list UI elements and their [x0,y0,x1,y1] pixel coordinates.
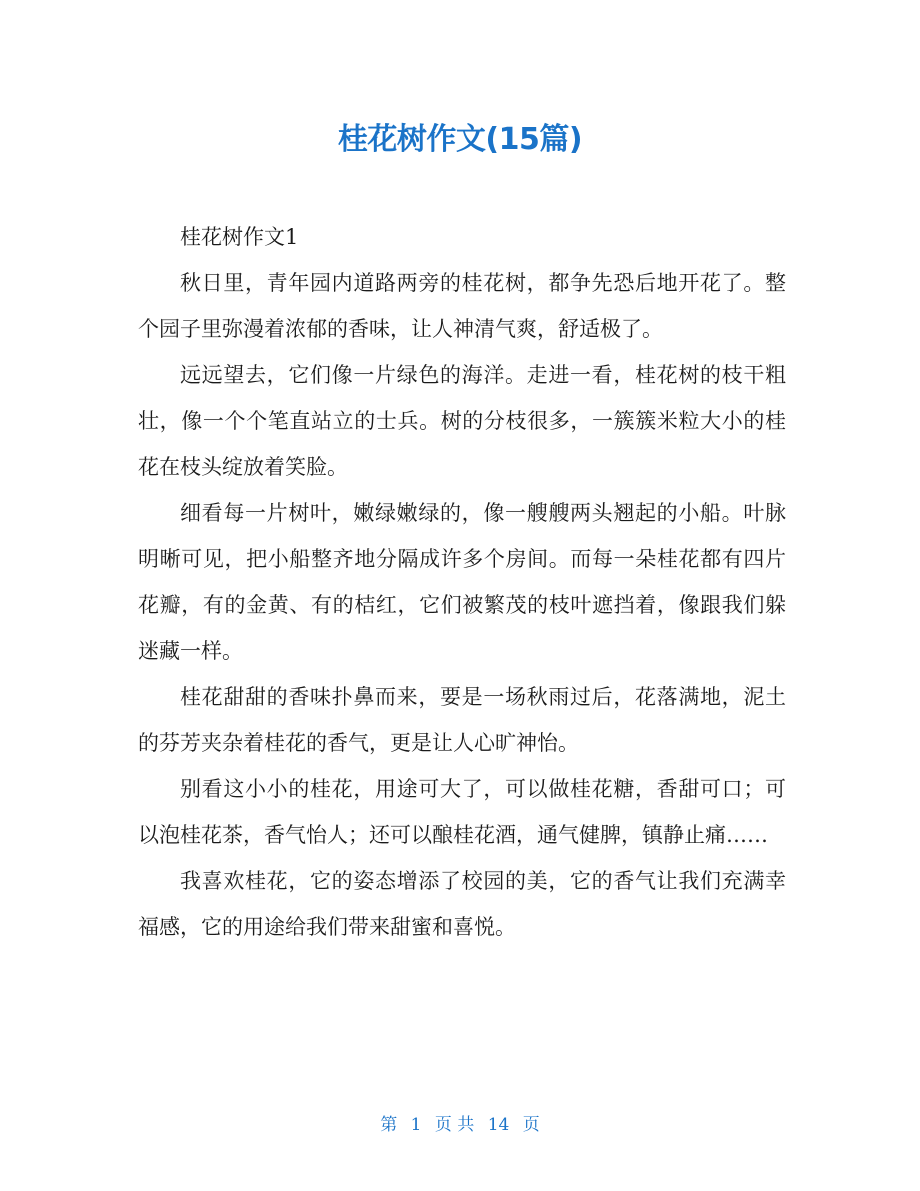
paragraph: 远远望去，它们像一片绿色的海洋。走进一看，桂花树的枝干粗壮，像一个个笔直站立的士兵。树的分枝很多，一簇簇米粒大小的桂花在枝头绽放着笑脸。 [138,363,786,479]
paragraph: 别看这小小的桂花，用途可大了，可以做桂花糖，香甜可口；可以泡桂花茶，香气怡人；还可以酿桂花酒，通气健脾，镇静止痛…… [138,777,786,847]
paragraph: 秋日里，青年园内道路两旁的桂花树，都争先恐后地开花了。整个园子里弥漫着浓郁的香味，让人神清气爽，舒适极了。 [138,271,786,341]
paragraph: 桂花甜甜的香味扑鼻而来，要是一场秋雨过后，花落满地，泥土的芬芳夹杂着桂花的香气，更是让人心旷神怡。 [138,685,786,755]
footer-page-number: 1 [410,1115,422,1135]
document-body [138,214,786,950]
paragraph: 细看每一片树叶，嫩绿嫩绿的，像一艘艘两头翘起的小船。叶脉明晰可见，把小船整齐地分隔成许多个房间。而每一朵桂花都有四片花瓣，有的金黄、有的桔红，它们被繁茂的枝叶遮挡着，像跟我们躲迷藏一样。 [138,501,786,663]
footer-suffix: 页 [522,1115,540,1135]
footer-prefix: 第 [380,1115,398,1135]
footer-total-pages: 14 [487,1115,510,1135]
page-footer [0,1112,920,1138]
paragraph: 我喜欢桂花，它的姿态增添了校园的美，它的香气让我们充满幸福感，它的用途给我们带来甜蜜和喜悦。 [138,869,786,939]
section-heading: 桂花树作文1 [180,225,299,249]
document-title: 桂花树作文(15篇) [337,122,583,157]
footer-middle: 页 共 [434,1115,475,1135]
